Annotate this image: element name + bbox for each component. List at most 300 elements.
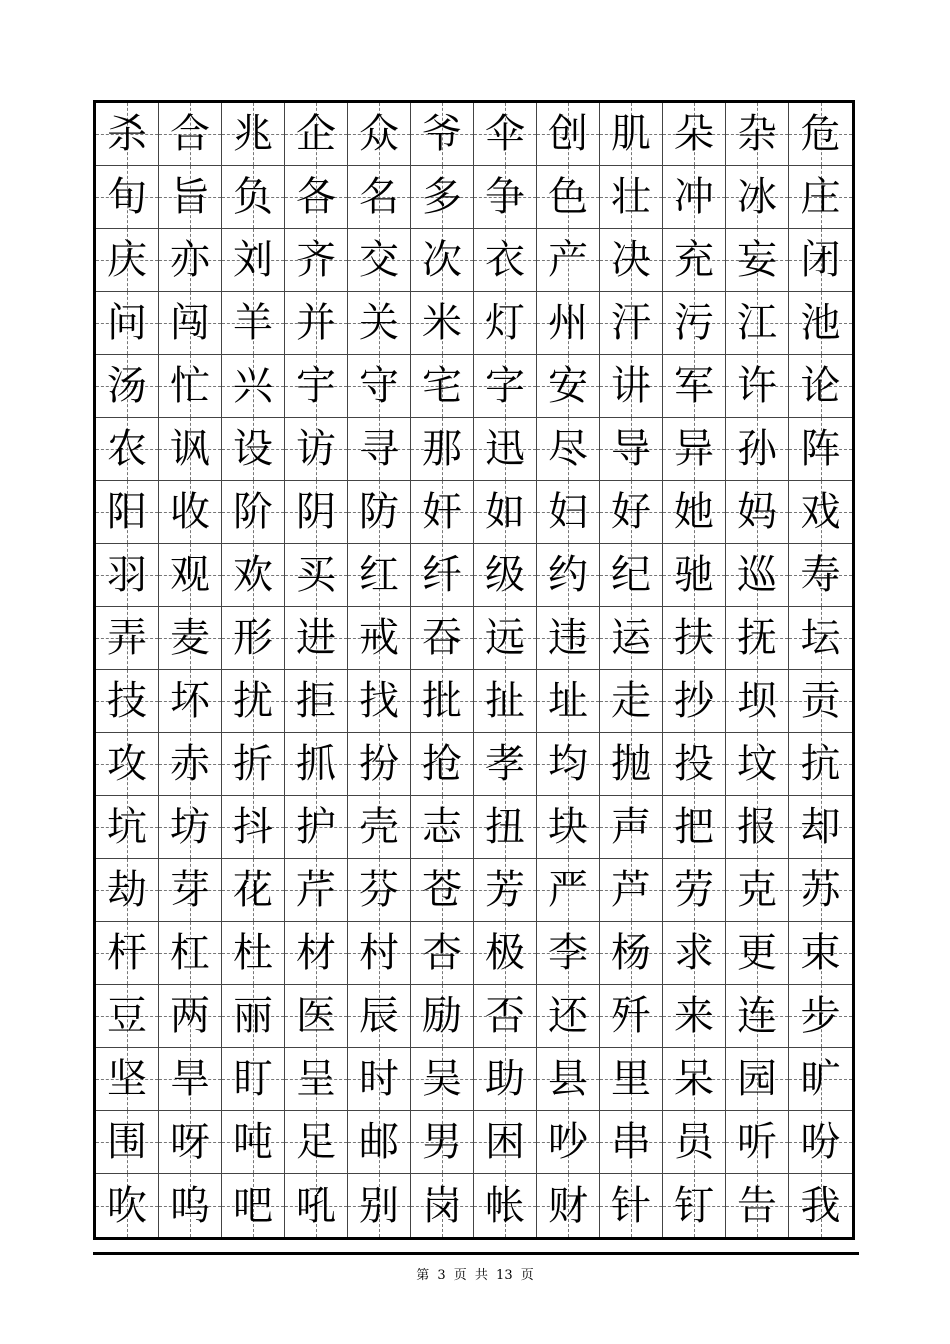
grid-cell [222,733,285,796]
grid-cell [411,481,474,544]
grid-cell [600,1048,663,1111]
grid-cell [411,103,474,166]
character: 羊 [233,300,273,346]
grid-cell [348,985,411,1048]
grid-cell [726,859,789,922]
character: 冰 [737,174,777,220]
character: 守 [359,363,399,409]
character: 驰 [674,552,714,598]
grid-cell [726,1048,789,1111]
character: 多 [422,174,462,220]
character: 均 [548,741,588,787]
character: 充 [674,237,714,283]
character: 进 [296,615,336,661]
grid-cell [474,418,537,481]
character: 兆 [233,111,273,157]
grid-cell [159,103,222,166]
character: 坏 [170,678,210,724]
grid-cell [348,922,411,985]
character: 讽 [170,426,210,472]
grid-cell [348,229,411,292]
character: 足 [296,1119,336,1165]
character: 并 [296,300,336,346]
character: 形 [233,615,273,661]
character: 帐 [485,1182,525,1229]
grid-cell [726,292,789,355]
character: 宇 [296,363,336,409]
character: 吴 [422,1056,462,1102]
character: 吵 [548,1119,588,1165]
character: 江 [737,300,777,346]
grid-cell [726,985,789,1048]
grid-cell [663,1048,726,1111]
character: 州 [548,300,588,346]
character: 刘 [233,237,273,283]
grid-cell [600,985,663,1048]
grid-cell [159,670,222,733]
grid-cell [222,166,285,229]
character: 阳 [107,489,147,535]
grid-cell [285,481,348,544]
character: 闯 [170,300,210,346]
character: 极 [485,930,525,976]
grid-cell [789,796,852,859]
grid-cell [96,1048,159,1111]
grid-cell [600,355,663,418]
grid-cell [789,355,852,418]
character: 危 [800,111,841,157]
character: 攻 [107,741,147,787]
character: 否 [485,993,525,1039]
character: 戒 [359,615,399,661]
grid-cell [600,1174,663,1237]
bottom-rule [93,1252,859,1255]
grid-cell [663,355,726,418]
character: 医 [296,993,336,1039]
grid-cell [789,1048,852,1111]
character: 杜 [233,930,273,976]
grid-cell [600,607,663,670]
grid-cell [663,733,726,796]
grid-cell [600,1111,663,1174]
character: 齐 [296,237,336,283]
grid-cell [663,670,726,733]
grid-cell [600,166,663,229]
character: 妈 [737,489,777,535]
grid-cell [411,607,474,670]
grid-cell [348,292,411,355]
grid-cell [285,1111,348,1174]
character: 报 [737,804,777,850]
grid-cell [726,544,789,607]
grid-cell [96,292,159,355]
character: 求 [674,930,714,976]
character: 员 [674,1119,714,1165]
character: 衣 [485,237,525,283]
character: 阶 [233,489,273,535]
grid-cell [726,733,789,796]
grid-cell [348,733,411,796]
grid-cell [537,733,600,796]
character: 钉 [674,1182,714,1229]
character: 更 [737,930,777,976]
grid-cell [285,670,348,733]
character: 坑 [107,804,147,850]
grid-cell [159,796,222,859]
grid-cell [285,544,348,607]
grid-cell [285,859,348,922]
character: 克 [737,867,777,913]
grid-cell [348,418,411,481]
grid-cell [159,733,222,796]
grid-cell [285,922,348,985]
character: 杨 [611,930,651,976]
page-footer: 第 3 页 共 13 页 [416,1268,534,1283]
character: 里 [611,1056,651,1102]
character: 灯 [485,300,525,346]
character: 呆 [674,1056,714,1102]
grid-cell [726,355,789,418]
grid-cell [663,418,726,481]
grid-cell [600,481,663,544]
grid-cell [663,859,726,922]
grid-cell [348,103,411,166]
grid-cell [789,922,852,985]
character: 军 [674,363,714,409]
character: 纤 [422,552,462,598]
grid-cell [663,292,726,355]
grid-cell [96,1174,159,1237]
grid-cell [222,1111,285,1174]
character: 庄 [800,174,841,220]
character: 坟 [737,741,777,787]
grid-cell [159,418,222,481]
character: 针 [611,1182,651,1229]
grid-cell [96,1111,159,1174]
grid-cell [726,670,789,733]
character: 弄 [107,615,147,661]
grid-cell [285,733,348,796]
grid-cell [222,544,285,607]
character: 创 [548,111,588,157]
character: 孝 [485,741,525,787]
character: 观 [170,552,210,598]
grid-cell [600,859,663,922]
grid-cell [663,1174,726,1237]
character: 关 [359,300,399,346]
grid-cell [348,1048,411,1111]
character: 丽 [233,993,273,1039]
grid-cell [789,733,852,796]
character: 旨 [170,174,210,220]
grid-cell [474,544,537,607]
grid-cell [789,481,852,544]
grid-cell [348,355,411,418]
character: 池 [800,300,841,346]
grid-cell [474,229,537,292]
character: 男 [422,1119,462,1165]
character: 寿 [800,552,841,598]
character: 步 [800,993,841,1039]
grid-cell [663,796,726,859]
character: 听 [737,1119,777,1165]
character: 冲 [674,174,714,220]
grid-cell [411,229,474,292]
grid-cell [600,292,663,355]
grid-cell [222,859,285,922]
grid-cell [537,103,600,166]
character: 技 [107,678,147,724]
character: 吹 [107,1182,147,1229]
character: 助 [485,1056,525,1102]
grid-cell [789,670,852,733]
character: 吼 [296,1182,336,1229]
character: 扶 [674,615,714,661]
character: 戏 [800,489,841,535]
character: 连 [737,993,777,1039]
grid-cell [222,418,285,481]
grid-cell [222,481,285,544]
character: 访 [296,426,336,472]
grid-cell [159,922,222,985]
grid-cell [96,418,159,481]
grid-cell [285,796,348,859]
character: 羽 [107,552,147,598]
grid-cell [285,103,348,166]
grid-cell [726,922,789,985]
character: 旱 [170,1056,210,1102]
grid-cell [537,229,600,292]
character: 字 [485,363,525,409]
character: 坛 [800,615,841,661]
grid-cell [537,481,600,544]
grid-cell [663,166,726,229]
grid-cell [159,355,222,418]
grid-cell [159,166,222,229]
character: 劫 [107,867,147,913]
grid-cell [537,166,600,229]
grid-cell [96,985,159,1048]
grid-cell [789,985,852,1048]
character: 孙 [737,426,777,472]
character: 劳 [674,867,714,913]
grid-cell [537,1174,600,1237]
character: 励 [422,993,462,1039]
grid-cell [159,985,222,1048]
grid-cell [96,607,159,670]
grid-cell [789,418,852,481]
character: 岗 [422,1182,462,1229]
character: 芬 [359,867,399,913]
character: 论 [800,363,841,409]
character: 那 [422,426,462,472]
character: 问 [107,300,147,346]
grid-cell [285,229,348,292]
character: 赤 [170,741,210,787]
grid-cell [537,1111,600,1174]
grid-cell [348,607,411,670]
character: 告 [737,1182,777,1229]
grid-cell [789,103,852,166]
grid-cell [159,1174,222,1237]
character: 合 [170,111,210,157]
character: 辰 [359,993,399,1039]
character: 闭 [800,237,841,283]
grid-cell [159,859,222,922]
grid-cell [663,544,726,607]
character-grid [93,100,855,1240]
grid-cell [789,1111,852,1174]
character: 找 [359,678,399,724]
character: 花 [233,867,273,913]
character: 设 [233,426,273,472]
character: 材 [296,930,336,976]
character: 严 [548,867,588,913]
grid-cell [348,481,411,544]
character: 投 [674,741,714,787]
grid-cell [411,733,474,796]
character: 兴 [233,363,273,409]
character: 导 [611,426,651,472]
character: 旬 [107,174,147,220]
character: 伞 [485,111,525,157]
grid-cell [663,481,726,544]
grid-cell [789,544,852,607]
grid-cell [726,418,789,481]
grid-cell [474,733,537,796]
grid-cell [285,1048,348,1111]
character: 抚 [737,615,777,661]
grid-cell [474,985,537,1048]
grid-cell [159,1048,222,1111]
grid-cell [222,607,285,670]
grid-cell [222,292,285,355]
character: 两 [170,993,210,1039]
character: 决 [611,237,651,283]
character: 级 [485,552,525,598]
character: 扯 [485,678,525,724]
character: 豆 [107,993,147,1039]
grid-cell [537,607,600,670]
grid-cell [726,229,789,292]
character: 财 [548,1182,588,1229]
grid-cell [96,103,159,166]
character: 麦 [170,615,210,661]
character: 奸 [422,489,462,535]
grid-cell [96,796,159,859]
character: 朵 [674,111,714,157]
character: 各 [296,174,336,220]
character: 坊 [170,804,210,850]
character: 把 [674,804,714,850]
grid-cell [600,229,663,292]
character: 走 [611,678,651,724]
grid-cell [474,292,537,355]
grid-cell [411,544,474,607]
character: 吩 [800,1119,841,1165]
character: 吨 [233,1119,273,1165]
grid-cell [600,733,663,796]
grid-cell [348,1111,411,1174]
character: 扭 [485,804,525,850]
character: 县 [548,1056,588,1102]
grid-cell [96,733,159,796]
character: 违 [548,615,588,661]
grid-cell [789,607,852,670]
character: 爷 [422,111,462,157]
grid-cell [663,229,726,292]
character: 抓 [296,741,336,787]
character: 壮 [611,174,651,220]
grid-cell [411,292,474,355]
grid-cell [348,670,411,733]
character: 折 [233,741,273,787]
character: 抄 [674,678,714,724]
character: 买 [296,552,336,598]
grid-cell [96,166,159,229]
grid-cell [222,670,285,733]
grid-cell [285,1174,348,1237]
grid-cell [474,607,537,670]
character: 吞 [422,615,462,661]
character: 串 [611,1119,651,1165]
character: 护 [296,804,336,850]
character: 尽 [548,426,588,472]
grid-cell [411,1048,474,1111]
character: 肌 [611,111,651,157]
grid-cell [222,1174,285,1237]
character: 呈 [296,1056,336,1102]
character: 杆 [107,930,147,976]
character: 企 [296,111,336,157]
grid-cell [348,544,411,607]
character: 李 [548,930,588,976]
grid-cell [285,355,348,418]
character: 妄 [737,237,777,283]
character: 扮 [359,741,399,787]
character: 收 [170,489,210,535]
grid-cell [411,859,474,922]
character: 运 [611,615,651,661]
grid-cell [159,229,222,292]
grid-cell [537,922,600,985]
grid-cell [537,859,600,922]
grid-cell [726,103,789,166]
character: 好 [611,489,651,535]
grid-cell [789,229,852,292]
character: 坚 [107,1056,147,1102]
grid-cell [789,166,852,229]
character: 坝 [737,678,777,724]
character: 批 [422,678,462,724]
grid-cell [411,1174,474,1237]
grid-cell [537,544,600,607]
grid-cell [348,796,411,859]
grid-cell [537,292,600,355]
character: 邮 [359,1119,399,1165]
grid-cell [537,355,600,418]
grid-cell [285,292,348,355]
grid-cell [474,1174,537,1237]
character: 欢 [233,552,273,598]
grid-cell [474,1111,537,1174]
grid-cell [663,607,726,670]
grid-cell [411,355,474,418]
grid-cell [537,418,600,481]
grid-cell [474,103,537,166]
grid-cell [663,103,726,166]
character: 米 [422,300,462,346]
